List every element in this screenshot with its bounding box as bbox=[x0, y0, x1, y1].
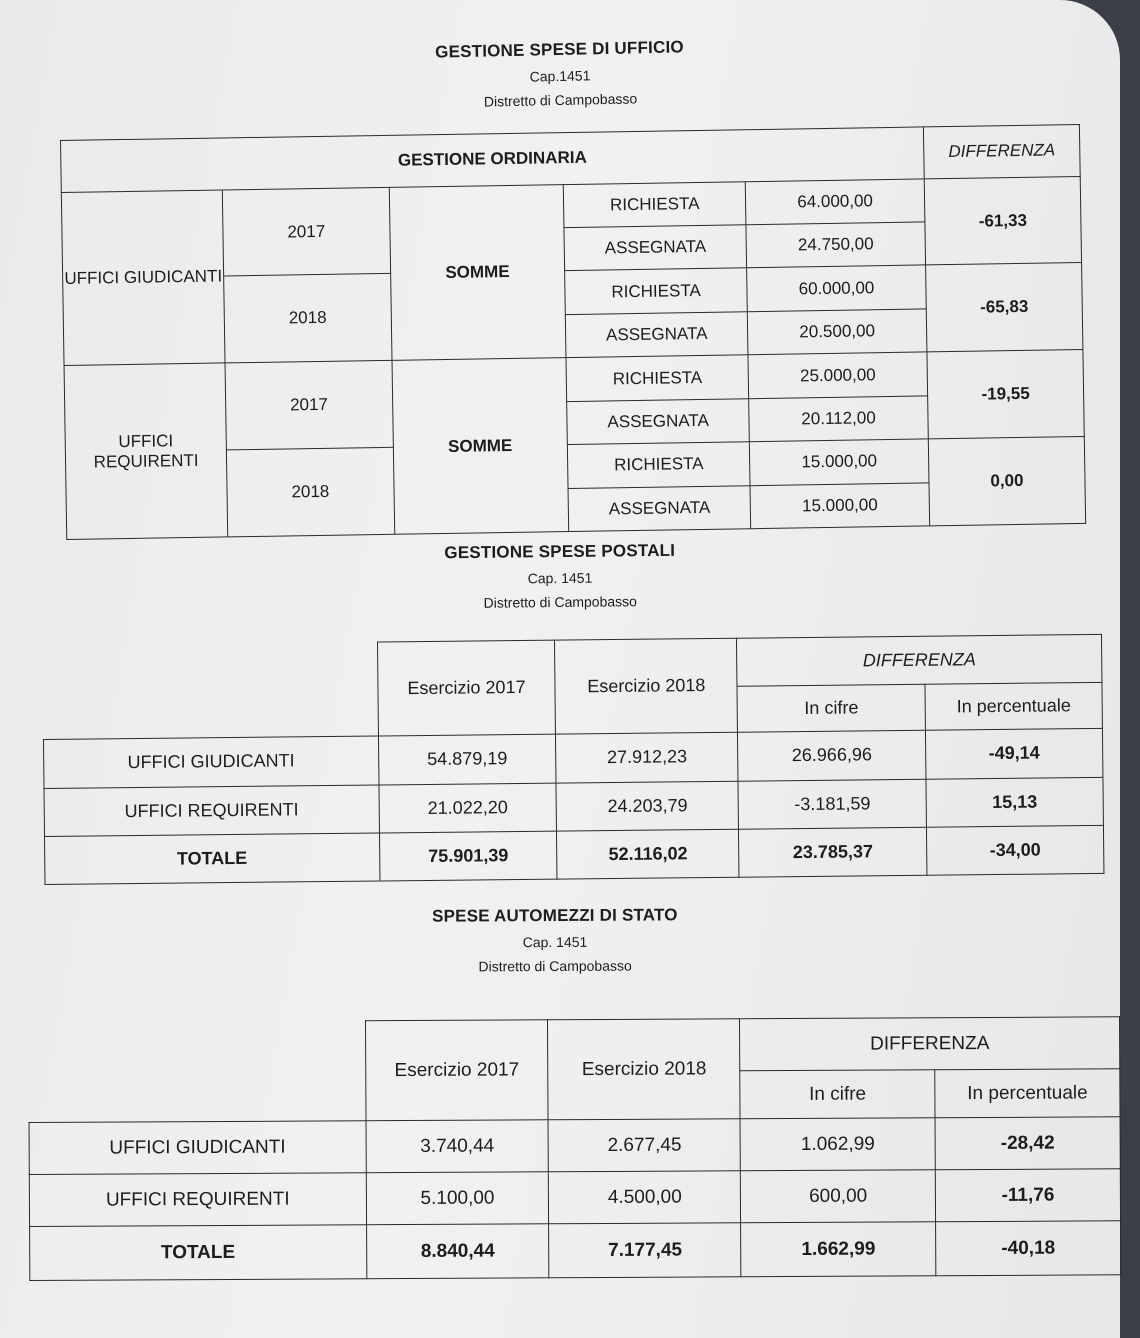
somme-cell: SOMME bbox=[392, 358, 569, 534]
assegnata-label: ASSEGNATA bbox=[568, 485, 751, 531]
year-cell: 2018 bbox=[224, 274, 392, 363]
cell-cifre: 23.785,37 bbox=[739, 827, 927, 877]
automezzi-table bbox=[28, 1016, 1121, 1281]
col-esercizio-2017: Esercizio 2017 bbox=[365, 1020, 548, 1121]
automezzi-distretto: Distretto di Campobasso bbox=[478, 957, 632, 975]
assegnata-value: 15.000,00 bbox=[750, 482, 930, 528]
cell-2018: 7.177,45 bbox=[549, 1223, 741, 1278]
col-differenza: DIFFERENZA bbox=[740, 1017, 1120, 1071]
cell-2017: 3.740,44 bbox=[366, 1120, 549, 1173]
cell-2018: 24.203,79 bbox=[556, 781, 738, 831]
empty-corner bbox=[29, 1021, 366, 1123]
ufficio-cap: Cap.1451 bbox=[529, 67, 591, 85]
diff-value: -19,55 bbox=[927, 350, 1084, 439]
richiesta-value: 64.000,00 bbox=[745, 179, 925, 225]
ufficio-heading bbox=[379, 36, 740, 112]
cell-perc: 15,13 bbox=[926, 777, 1103, 827]
group-label-giudicanti: UFFICI GIUDICANTI bbox=[61, 190, 225, 366]
col-in-percentuale: In percentuale bbox=[935, 1069, 1120, 1118]
ufficio-title: GESTIONE SPESE DI UFFICIO bbox=[434, 37, 685, 62]
row-label: UFFICI REQUIRENTI bbox=[29, 1173, 366, 1227]
col-in-percentuale: In percentuale bbox=[925, 683, 1102, 731]
cell-cifre: 26.966,96 bbox=[738, 731, 926, 781]
automezzi-heading bbox=[375, 905, 735, 975]
year-cell: 2018 bbox=[227, 447, 395, 536]
cell-perc: -34,00 bbox=[927, 825, 1104, 875]
row-label: UFFICI GIUDICANTI bbox=[29, 1121, 366, 1175]
year-cell: 2017 bbox=[222, 187, 390, 276]
col-in-cifre: In cifre bbox=[737, 684, 925, 732]
cell-2017: 5.100,00 bbox=[366, 1172, 549, 1225]
cell-2018: 27.912,23 bbox=[556, 733, 738, 783]
cell-2017: 54.879,19 bbox=[378, 734, 556, 784]
cell-cifre: 600,00 bbox=[741, 1170, 936, 1223]
postali-title: GESTIONE SPESE POSTALI bbox=[444, 540, 676, 563]
cell-perc: -11,76 bbox=[935, 1169, 1120, 1222]
cell-2017: 21.022,20 bbox=[379, 783, 557, 833]
assegnata-value: 24.750,00 bbox=[746, 222, 926, 268]
postali-table bbox=[42, 634, 1104, 885]
ufficio-distretto: Distretto di Campobasso bbox=[483, 90, 638, 110]
cell-2017: 75.901,39 bbox=[379, 831, 557, 881]
diff-value: 0,00 bbox=[928, 437, 1085, 526]
col-esercizio-2018: Esercizio 2018 bbox=[548, 1019, 740, 1120]
table-row-total bbox=[30, 1221, 1121, 1281]
richiesta-label: RICHIESTA bbox=[563, 181, 746, 227]
richiesta-label: RICHIESTA bbox=[566, 355, 749, 401]
col-differenza: DIFFERENZA bbox=[737, 634, 1102, 686]
cell-2018: 2.677,45 bbox=[549, 1119, 741, 1172]
group-label-requirenti: UFFICI REQUIRENTI bbox=[64, 363, 228, 539]
richiesta-value: 25.000,00 bbox=[748, 352, 928, 398]
assegnata-value: 20.112,00 bbox=[749, 396, 929, 442]
ufficio-table bbox=[60, 124, 1086, 540]
richiesta-value: 60.000,00 bbox=[747, 265, 927, 311]
postali-cap: Cap. 1451 bbox=[527, 569, 593, 587]
assegnata-label: ASSEGNATA bbox=[567, 398, 750, 444]
col-esercizio-2018: Esercizio 2018 bbox=[555, 638, 738, 734]
cell-cifre: 1.062,99 bbox=[740, 1118, 935, 1171]
richiesta-value: 15.000,00 bbox=[749, 439, 929, 485]
row-label: TOTALE bbox=[30, 1225, 367, 1281]
cell-perc: -28,42 bbox=[935, 1117, 1120, 1170]
year-cell: 2017 bbox=[225, 361, 393, 450]
diff-value: -61,33 bbox=[924, 176, 1081, 265]
header-differenza: DIFFERENZA bbox=[923, 124, 1080, 178]
automezzi-cap: Cap. 1451 bbox=[522, 933, 588, 951]
postali-heading bbox=[380, 540, 741, 612]
empty-corner bbox=[43, 642, 379, 740]
diff-value: -65,83 bbox=[926, 263, 1083, 352]
richiesta-label: RICHIESTA bbox=[565, 268, 748, 314]
postali-distretto: Distretto di Campobasso bbox=[483, 593, 637, 611]
cell-perc: -40,18 bbox=[936, 1221, 1121, 1276]
richiesta-label: RICHIESTA bbox=[568, 442, 751, 488]
col-esercizio-2017: Esercizio 2017 bbox=[377, 640, 556, 736]
cell-cifre: 1.662,99 bbox=[741, 1222, 936, 1277]
cell-perc: -49,14 bbox=[926, 729, 1103, 779]
cell-2018: 4.500,00 bbox=[549, 1171, 741, 1224]
assegnata-label: ASSEGNATA bbox=[564, 225, 747, 271]
table-row bbox=[29, 1117, 1120, 1175]
row-label: TOTALE bbox=[45, 833, 380, 885]
automezzi-title: SPESE AUTOMEZZI DI STATO bbox=[431, 905, 678, 926]
table-row bbox=[29, 1169, 1120, 1227]
col-in-cifre: In cifre bbox=[740, 1070, 935, 1119]
somme-cell: SOMME bbox=[389, 184, 566, 360]
row-label: UFFICI GIUDICANTI bbox=[43, 736, 378, 788]
cell-2018: 52.116,02 bbox=[557, 829, 739, 879]
row-label: UFFICI REQUIRENTI bbox=[44, 785, 379, 837]
header-gestione-ordinaria: GESTIONE ORDINARIA bbox=[61, 127, 925, 192]
assegnata-label: ASSEGNATA bbox=[565, 312, 748, 358]
table-row-total bbox=[45, 825, 1104, 884]
cell-2017: 8.840,44 bbox=[366, 1224, 549, 1279]
cell-cifre: -3.181,59 bbox=[738, 779, 926, 829]
assegnata-value: 20.500,00 bbox=[747, 309, 927, 355]
